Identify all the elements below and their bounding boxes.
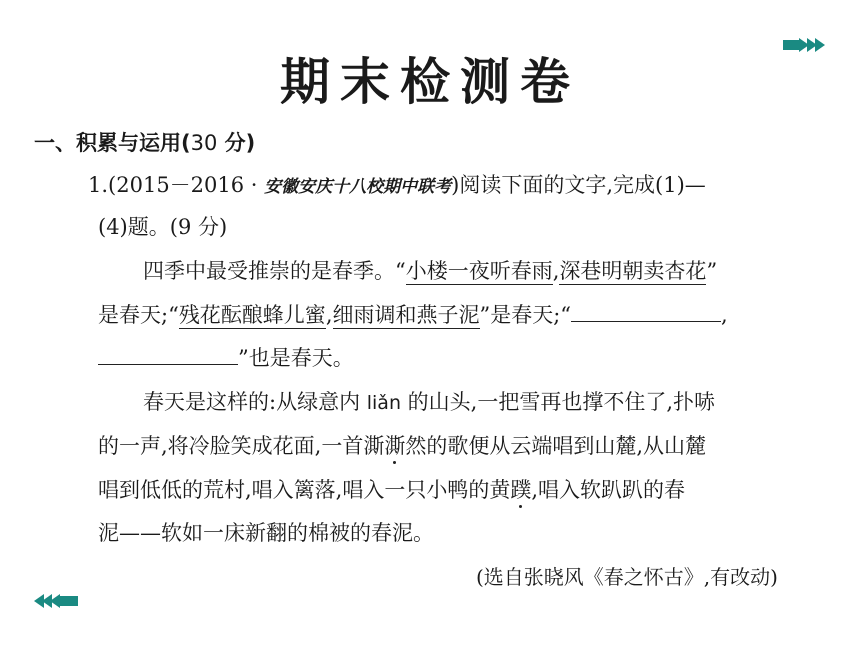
passage-line-6 xyxy=(98,475,685,505)
pinyin: liǎn xyxy=(366,392,401,414)
underlined-quote: 残花酝酿蜂儿蜜 xyxy=(178,303,326,327)
prev-page-button[interactable] xyxy=(30,594,78,608)
question-line-2: (4)题。(9 分) xyxy=(98,215,228,239)
text-run: , xyxy=(721,303,728,327)
question-year: (2015－2016 · xyxy=(108,173,265,197)
section-points: 30 xyxy=(190,131,218,155)
text-run: ”也是春天。 xyxy=(238,346,354,370)
underlined-quote: 深巷明朝卖杏花 xyxy=(559,259,707,283)
text-run: 然的歌便从云端唱到山麓,从山麓 xyxy=(405,434,707,458)
question-prompt: 阅读下面的文字,完成(1)— xyxy=(459,173,706,197)
text-run: ,唱入软趴趴的春 xyxy=(531,478,686,502)
text-run: , xyxy=(325,303,333,327)
text-run: , xyxy=(552,259,560,283)
passage-line-2 xyxy=(98,299,728,330)
section-heading xyxy=(34,128,255,158)
text-run: 四季中最受推崇的是春季。“ xyxy=(143,259,406,283)
section-unit: 分) xyxy=(217,131,256,155)
section-label: 一、积累与运用( xyxy=(34,131,191,155)
passage-line-5 xyxy=(98,431,706,461)
question-source-close: ) xyxy=(451,173,460,197)
underlined-quote: 小楼一夜听春雨 xyxy=(405,259,553,283)
page-title: 期末检测卷 xyxy=(280,53,580,111)
dotted-character: 蹼 xyxy=(510,478,532,502)
next-page-button[interactable] xyxy=(783,38,829,52)
answer-blank[interactable] xyxy=(98,342,238,365)
underlined-quote: 细雨调和燕子泥 xyxy=(332,303,480,327)
prev-page-arrows-icon xyxy=(30,594,78,608)
citation: (选自张晓风《春之怀古》,有改动) xyxy=(476,565,778,589)
next-page-arrows-icon xyxy=(783,38,829,52)
question-line-1 xyxy=(88,170,706,202)
passage-line-4 xyxy=(143,387,715,418)
passage-line-7: 泥——软如一床新翻的棉被的春泥。 xyxy=(98,521,434,545)
answer-blank[interactable] xyxy=(571,299,721,322)
text-run: 唱到低低的荒村,唱入篱落,唱入一只小鸭的黄 xyxy=(98,478,511,502)
text-run: 是春天;“ xyxy=(98,303,179,327)
passage-line-3 xyxy=(98,342,354,373)
question-source: 安徽安庆十八校期中联考 xyxy=(264,177,452,197)
dotted-character: 澌 xyxy=(384,434,406,458)
question-number: 1. xyxy=(88,173,109,197)
passage-line-1 xyxy=(143,256,717,286)
text-run: ”是春天;“ xyxy=(479,303,572,327)
text-run: ” xyxy=(706,259,718,283)
text-run: 的山头,一把雪再也撑不住了,扑哧 xyxy=(401,390,716,414)
text-run: 春天是这样的:从绿意内 xyxy=(143,390,367,414)
text-run: 的一声,将冷脸笑成花面,一首澌 xyxy=(98,434,385,458)
